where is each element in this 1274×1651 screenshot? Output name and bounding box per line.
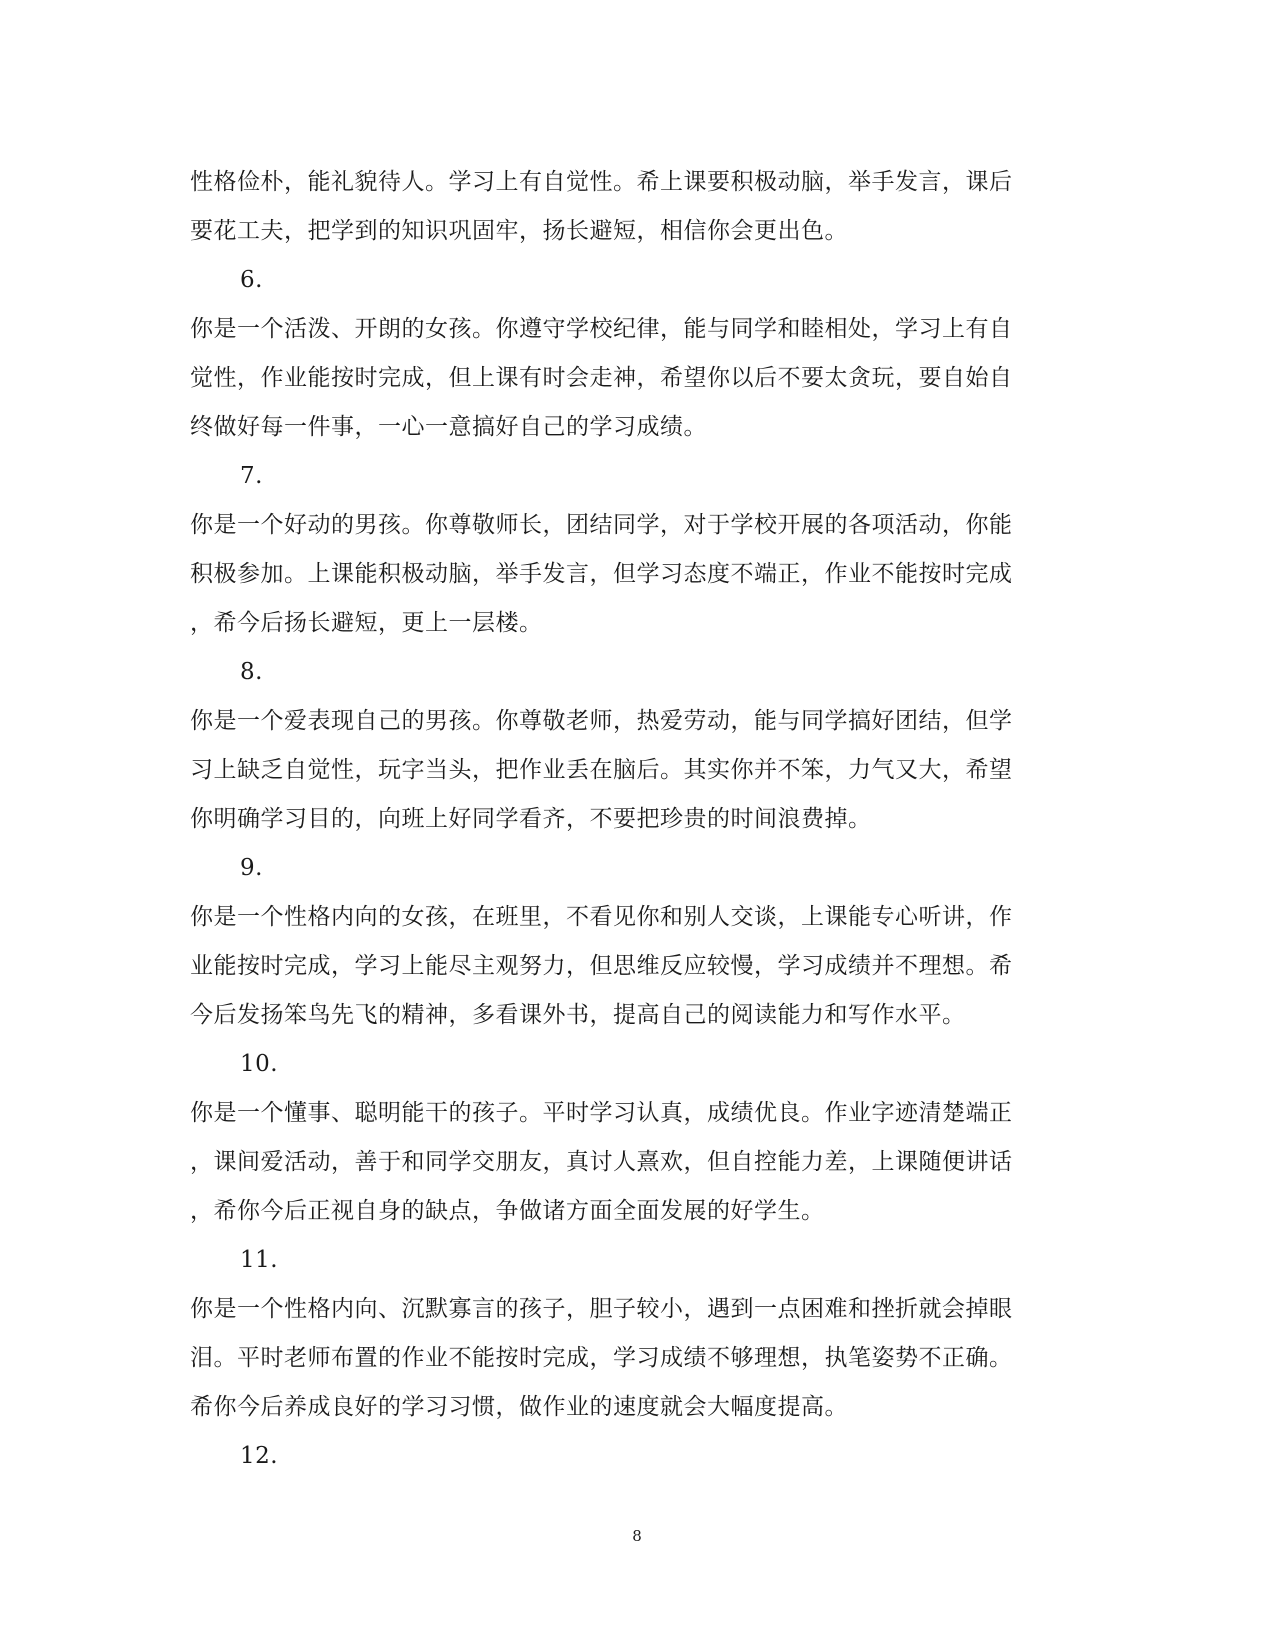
paragraph-line: ，希你今后正视自身的缺点，争做诸方面全面发展的好学生。 [190,1198,825,1224]
paragraph-line: 要花工夫，把学到的知识巩固牢，扬长避短，相信你会更出色。 [190,218,848,244]
item-number: 6. [240,267,263,293]
document-body [190,158,1070,1481]
paragraph-line: 业能按时完成，学习上能尽主观努力，但思维反应较慢，学习成绩并不理想。希 [190,953,1013,979]
paragraph-line: 泪。平时老师布置的作业不能按时完成，学习成绩不够理想，执笔姿势不正确。 [190,1345,1013,1371]
paragraph-line: 今后发扬笨鸟先飞的精神，多看课外书，提高自己的阅读能力和写作水平。 [190,1002,966,1028]
paragraph-line: 终做好每一件事，一心一意搞好自己的学习成绩。 [190,414,707,440]
item-number: 8. [240,659,263,685]
page-number: 8 [632,1527,642,1545]
paragraph-line: 希你今后养成良好的学习习惯，做作业的速度就会大幅度提高。 [190,1394,848,1420]
paragraph-line: 积极参加。上课能积极动脑，举手发言，但学习态度不端正，作业不能按时完成 [190,561,1013,587]
item-number: 11. [240,1247,279,1273]
paragraph-line: 你是一个活泼、开朗的女孩。你遵守学校纪律，能与同学和睦相处，学习上有自 [190,316,1013,342]
paragraph-line: 你明确学习目的，向班上好同学看齐，不要把珍贵的时间浪费掉。 [190,806,872,832]
paragraph-line: 性格俭朴，能礼貌待人。学习上有自觉性。希上课要积极动脑，举手发言，课后 [190,169,1013,195]
paragraph-line: 你是一个好动的男孩。你尊敬师长，团结同学，对于学校开展的各项活动，你能 [190,512,1013,538]
paragraph-line: 觉性，作业能按时完成，但上课有时会走神，希望你以后不要太贪玩，要自始自 [190,365,1013,391]
paragraph-line: 你是一个性格内向、沉默寡言的孩子，胆子较小，遇到一点困难和挫折就会掉眼 [190,1296,1013,1322]
paragraph-line: ，希今后扬长避短，更上一层楼。 [190,610,543,636]
item-number: 10. [240,1051,279,1077]
paragraph-line: 你是一个性格内向的女孩，在班里，不看见你和别人交谈，上课能专心听讲，作 [190,904,1013,930]
paragraph-line: ，课间爱活动，善于和同学交朋友，真讨人熹欢，但自控能力差，上课随便讲话 [190,1149,1013,1175]
paragraph-line: 你是一个懂事、聪明能干的孩子。平时学习认真，成绩优良。作业字迹清楚端正 [190,1100,1013,1126]
item-number: 9. [240,855,263,881]
paragraph-line: 你是一个爱表现自己的男孩。你尊敬老师，热爱劳动，能与同学搞好团结，但学 [190,708,1013,734]
item-number: 12. [240,1443,279,1469]
paragraph-line: 习上缺乏自觉性，玩字当头，把作业丢在脑后。其实你并不笨，力气又大，希望 [190,757,1013,783]
item-number: 7. [240,463,263,489]
